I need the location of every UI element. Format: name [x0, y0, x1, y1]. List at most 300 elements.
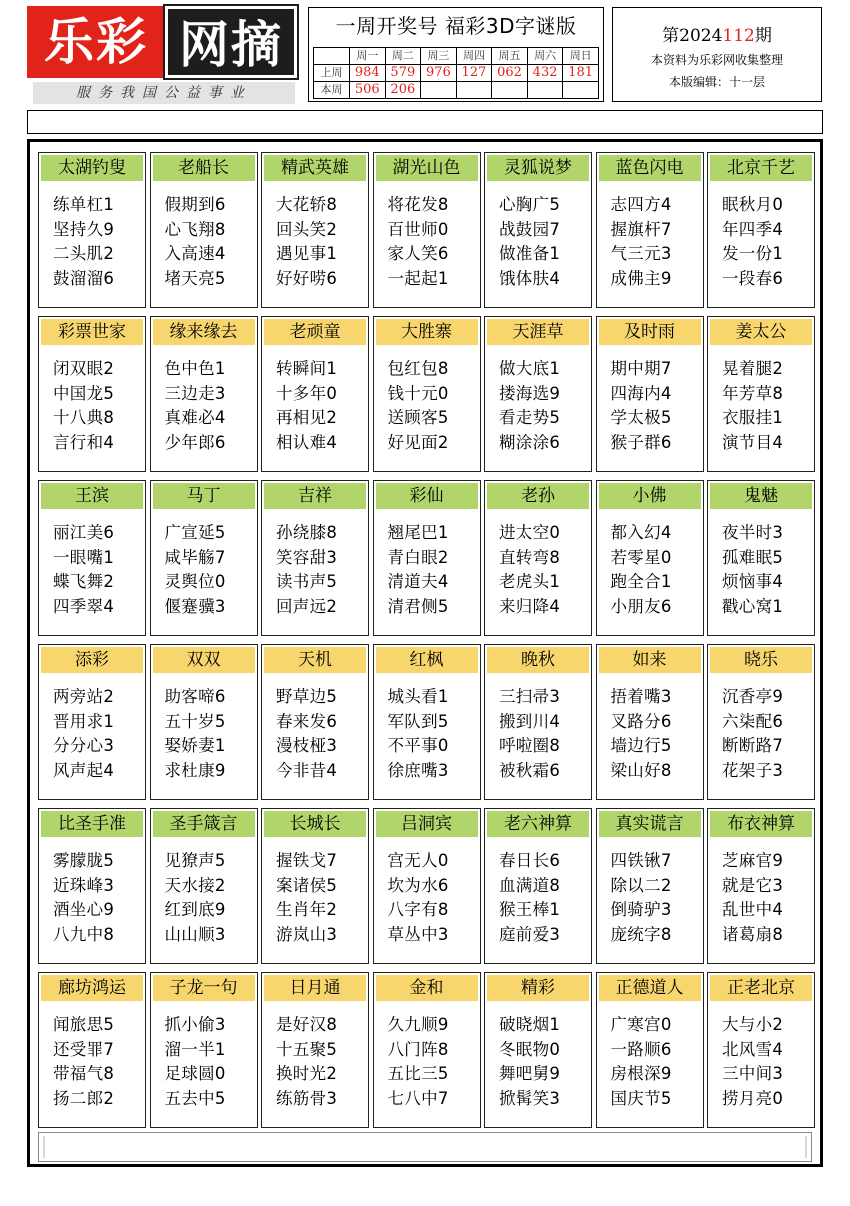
riddle-line: 转瞬间1 [276, 359, 338, 378]
riddle-lines [276, 357, 366, 455]
riddle-line: 言行和4 [53, 432, 115, 452]
riddle-lines [53, 193, 143, 291]
riddle-line: 好见面2 [387, 432, 449, 452]
riddle-cell [484, 972, 592, 1128]
draw-number: 181 [563, 65, 599, 82]
riddle-line: 山山顺3 [164, 924, 226, 944]
riddle-line: 偃蹇骥3 [164, 596, 226, 616]
logo-right-text: 网摘 [165, 6, 297, 78]
riddle-line: 孤难眠5 [722, 547, 784, 567]
riddle-line: 乱世中4 [722, 900, 784, 919]
riddle-line: 搬到川4 [499, 711, 561, 731]
riddle-line: 诸葛扇8 [722, 924, 784, 944]
riddle-cell [261, 972, 369, 1128]
footer-bar [38, 1132, 812, 1162]
riddle-line: 见獠声5 [164, 851, 226, 870]
riddle-lines [388, 849, 478, 947]
riddle-author-name: 日月通 [264, 975, 366, 1001]
riddle-line: 叉路分6 [610, 711, 672, 731]
draw-number [527, 82, 563, 99]
riddle-lines [388, 193, 478, 291]
day-header: 周五 [492, 48, 528, 65]
riddle-lines [388, 685, 478, 783]
row-label: 上周 [314, 65, 350, 82]
riddle-line: 广寒宫0 [610, 1015, 672, 1034]
riddle-line: 两旁站2 [53, 687, 115, 706]
riddle-line: 倒骑驴3 [610, 900, 672, 919]
riddle-line: 就是它3 [722, 875, 784, 895]
riddle-cell [373, 152, 481, 308]
riddle-author-name: 彩票世家 [41, 319, 143, 345]
riddle-line: 做准备1 [499, 244, 561, 263]
riddle-line: 孙绕膝8 [276, 523, 338, 542]
riddle-author-name: 鬼魅 [710, 483, 812, 509]
riddle-lines [611, 193, 701, 291]
riddle-lines [53, 849, 143, 947]
riddle-author-name: 精彩 [487, 975, 589, 1001]
riddle-lines [499, 849, 589, 947]
riddle-line: 气三元3 [610, 244, 672, 263]
draw-number [456, 82, 492, 99]
riddle-line: 都入幻4 [610, 523, 672, 542]
weekly-draw-header-row [314, 48, 599, 65]
issue-panel [612, 7, 822, 102]
riddle-author-name: 长城长 [264, 811, 366, 837]
riddle-lines [165, 1013, 255, 1111]
riddle-line: 十五聚5 [276, 1039, 338, 1059]
riddle-line: 心胸广5 [499, 195, 561, 214]
riddle-line: 小朋友6 [610, 596, 672, 616]
riddle-author-name: 圣手箴言 [153, 811, 255, 837]
riddle-author-name: 吉祥 [264, 483, 366, 509]
riddle-author-name: 晓乐 [710, 647, 812, 673]
riddle-cell [707, 480, 815, 636]
issue-number-value: 112 [722, 26, 755, 46]
riddle-line: 冬眠物0 [499, 1039, 561, 1059]
riddle-author-name: 马丁 [153, 483, 255, 509]
riddle-line: 助客啼6 [164, 687, 226, 706]
riddle-line: 五比三5 [387, 1064, 449, 1083]
riddle-lines [165, 521, 255, 619]
riddle-line: 家人笑6 [387, 244, 449, 263]
riddle-line: 眠秋月0 [722, 195, 784, 214]
riddle-cell [707, 972, 815, 1128]
row-label: 本周 [314, 82, 350, 99]
riddle-lines [611, 685, 701, 783]
riddle-lines [276, 521, 366, 619]
draw-number: 062 [492, 65, 528, 82]
day-header: 周四 [456, 48, 492, 65]
riddle-line: 糊涂涂6 [499, 432, 561, 452]
riddle-author-name: 双双 [153, 647, 255, 673]
day-header: 周三 [421, 48, 457, 65]
riddle-line: 四铁锹7 [610, 851, 672, 870]
riddle-line: 好好唠6 [276, 268, 338, 288]
riddle-author-name: 太湖钓叟 [41, 155, 143, 181]
riddle-line: 送顾客5 [387, 408, 449, 427]
riddle-line: 带福气8 [53, 1064, 115, 1083]
riddle-lines [165, 685, 255, 783]
riddle-line: 练单杠1 [53, 195, 115, 214]
draw-number: 206 [385, 82, 421, 99]
riddle-line: 舞吧舅9 [499, 1064, 561, 1083]
riddle-line: 五去中5 [164, 1088, 226, 1108]
riddle-author-name: 老孙 [487, 483, 589, 509]
riddle-line: 一段春6 [722, 268, 784, 288]
riddle-line: 志四方4 [610, 195, 672, 214]
day-header: 周六 [527, 48, 563, 65]
riddle-line: 读书声5 [276, 572, 338, 591]
draw-number: 506 [350, 82, 386, 99]
day-header: 周日 [563, 48, 599, 65]
riddle-line: 呼啦圈8 [499, 736, 561, 755]
riddle-line: 还受罪7 [53, 1039, 115, 1059]
riddle-cell [484, 152, 592, 308]
riddle-author-name: 大胜寨 [376, 319, 478, 345]
riddle-cell [38, 480, 146, 636]
riddle-cell [484, 808, 592, 964]
riddle-line: 游岚山3 [276, 924, 338, 944]
riddle-cell [38, 972, 146, 1128]
riddle-author-name: 王滨 [41, 483, 143, 509]
logo-slogan: 服务我国公益事业 [33, 82, 295, 104]
riddle-author-name: 子龙一句 [153, 975, 255, 1001]
riddle-cell [261, 808, 369, 964]
riddle-line: 年芳草8 [722, 383, 784, 403]
riddle-line: 大与小2 [722, 1015, 784, 1034]
riddle-cell [150, 316, 258, 472]
riddle-line: 捂着嘴3 [610, 687, 672, 706]
riddle-line: 七八中7 [387, 1088, 449, 1108]
riddle-line: 血满道8 [499, 875, 561, 895]
riddle-line: 一路顺6 [610, 1039, 672, 1059]
riddle-line: 近珠峰3 [53, 875, 115, 895]
riddle-line: 笑容甜3 [276, 547, 338, 567]
riddle-line: 除以二2 [610, 875, 672, 895]
riddle-lines [165, 357, 255, 455]
riddle-line: 做大底1 [499, 359, 561, 378]
riddle-line: 求杜康9 [164, 760, 226, 780]
riddle-line: 遇见事1 [276, 244, 338, 263]
riddle-lines [276, 1013, 366, 1111]
riddle-line: 衣服挂1 [722, 408, 784, 427]
riddle-line: 将花发8 [387, 195, 449, 214]
riddle-cell [484, 480, 592, 636]
riddle-line: 掀髯笑3 [499, 1088, 561, 1108]
riddle-lines [499, 193, 589, 291]
riddle-line: 三中间3 [722, 1064, 784, 1083]
riddle-line: 发一份1 [722, 244, 784, 263]
riddle-line: 丽江美6 [53, 523, 115, 542]
riddle-line: 天水接2 [164, 875, 226, 895]
riddle-author-name: 天机 [264, 647, 366, 673]
riddle-lines [722, 849, 812, 947]
riddle-line: 猴王棒1 [499, 900, 561, 919]
riddle-line: 溜一半1 [164, 1039, 226, 1059]
draw-number: 127 [456, 65, 492, 82]
riddle-cell [596, 972, 704, 1128]
riddle-line: 闻旅思5 [53, 1015, 115, 1034]
riddle-cell [150, 152, 258, 308]
riddle-cell [38, 808, 146, 964]
riddle-line: 握铁戈7 [276, 851, 338, 870]
riddle-line: 足球圆0 [164, 1064, 226, 1083]
riddle-line: 清道夫4 [387, 572, 449, 591]
riddle-line: 沉香亭9 [722, 687, 784, 706]
riddle-author-name: 真实谎言 [599, 811, 701, 837]
riddle-lines [388, 521, 478, 619]
issue-number [613, 24, 821, 48]
riddle-cell [261, 480, 369, 636]
riddle-line: 案诸侯5 [276, 875, 338, 895]
riddle-author-name: 吕洞宾 [376, 811, 478, 837]
riddle-line: 国庆节5 [610, 1088, 672, 1108]
riddle-line: 野草边5 [276, 687, 338, 706]
riddle-line: 相认难4 [276, 432, 338, 452]
weekly-draw-table [313, 47, 599, 99]
riddle-line: 入高速4 [164, 244, 226, 263]
riddle-author-name: 缘来缘去 [153, 319, 255, 345]
riddle-lines [53, 685, 143, 783]
riddle-author-name: 正德道人 [599, 975, 701, 1001]
riddle-line: 灵舆位0 [164, 572, 226, 591]
draw-number: 976 [421, 65, 457, 82]
riddle-line: 漫枝桠3 [276, 736, 338, 755]
riddle-line: 翘尾巴1 [387, 523, 449, 542]
riddle-line: 春来发6 [276, 711, 338, 731]
riddle-author-name: 彩仙 [376, 483, 478, 509]
riddle-line: 八字有8 [387, 900, 449, 919]
riddle-line: 真难必4 [164, 408, 226, 427]
this-week-row [314, 82, 599, 99]
riddle-author-name: 比圣手准 [41, 811, 143, 837]
riddle-lines [722, 685, 812, 783]
riddle-line: 百世师0 [387, 219, 449, 239]
riddle-line: 学太极5 [610, 408, 672, 427]
riddle-lines [276, 193, 366, 291]
issue-suffix: 期 [754, 26, 772, 46]
riddle-lines [611, 1013, 701, 1111]
riddle-lines [499, 521, 589, 619]
riddle-line: 坎为水6 [387, 875, 449, 895]
riddle-line: 跑全合1 [610, 572, 672, 591]
draw-number: 579 [385, 65, 421, 82]
riddle-cell [38, 152, 146, 308]
riddle-line: 破晓烟1 [499, 1015, 561, 1034]
riddle-line: 八门阵8 [387, 1039, 449, 1059]
riddle-cell [150, 644, 258, 800]
riddle-line: 晃着腿2 [722, 359, 784, 378]
riddle-cell [38, 644, 146, 800]
riddle-line: 北风雪4 [722, 1039, 784, 1059]
riddle-line: 成佛主9 [610, 268, 672, 288]
riddle-line: 来归降4 [499, 596, 561, 616]
riddle-line: 六柒配6 [722, 711, 784, 731]
riddle-lines [388, 357, 478, 455]
riddle-lines [611, 521, 701, 619]
riddle-line: 雾朦胧5 [53, 851, 115, 870]
riddle-line: 烦恼事4 [722, 572, 784, 591]
riddle-line: 心飞翔8 [164, 219, 226, 239]
riddle-line: 堵天亮5 [164, 268, 226, 288]
riddle-cell [707, 316, 815, 472]
riddle-cell [373, 808, 481, 964]
draw-number [563, 82, 599, 99]
blank-banner-bar [27, 110, 823, 134]
riddle-line: 若零星0 [610, 547, 672, 567]
draw-number [492, 82, 528, 99]
draw-number: 432 [527, 65, 563, 82]
riddle-line: 是好汉8 [276, 1015, 338, 1034]
riddle-line: 梁山好8 [610, 760, 672, 780]
riddle-line: 捞月亮0 [722, 1088, 784, 1108]
riddle-line: 风声起4 [53, 760, 115, 780]
riddle-line: 春日长6 [499, 851, 561, 870]
riddle-author-name: 如来 [599, 647, 701, 673]
riddle-line: 假期到6 [164, 195, 226, 214]
weekly-draw-panel [308, 7, 604, 102]
riddle-line: 一起起1 [387, 268, 449, 288]
riddle-author-name: 小佛 [599, 483, 701, 509]
riddle-line: 期中期7 [610, 359, 672, 378]
riddle-cell [596, 808, 704, 964]
riddle-author-name: 蓝色闪电 [599, 155, 701, 181]
riddle-author-name: 正老北京 [710, 975, 812, 1001]
riddle-author-name: 添彩 [41, 647, 143, 673]
riddle-line: 广宣延5 [164, 523, 226, 542]
riddle-author-name: 金和 [376, 975, 478, 1001]
riddle-author-name: 湖光山色 [376, 155, 478, 181]
riddle-grid-frame [27, 139, 823, 1167]
riddle-line: 久九顺9 [387, 1015, 449, 1034]
riddle-line: 咸毕觞7 [164, 547, 226, 567]
riddle-lines [722, 1013, 812, 1111]
riddle-cell [373, 972, 481, 1128]
riddle-line: 饿体肤4 [499, 268, 561, 288]
riddle-line: 一眼嘴1 [53, 547, 115, 567]
riddle-lines [53, 521, 143, 619]
riddle-line: 晋用求1 [53, 711, 115, 731]
riddle-line: 钱十元0 [387, 383, 449, 403]
riddle-line: 蝶飞舞2 [53, 572, 115, 591]
riddle-line: 房根深9 [610, 1064, 672, 1083]
riddle-line: 花架子3 [722, 760, 784, 780]
riddle-author-name: 北京千艺 [710, 155, 812, 181]
riddle-line: 进太空0 [499, 523, 561, 542]
riddle-line: 徐庶嘴3 [387, 760, 449, 780]
riddle-line: 直转弯8 [499, 547, 561, 567]
riddle-cell [373, 480, 481, 636]
riddle-line: 二头肌2 [53, 244, 115, 263]
riddle-line: 抓小偷3 [164, 1015, 226, 1034]
logo-left-text: 乐彩 [27, 6, 165, 78]
riddle-lines [499, 685, 589, 783]
riddle-line: 庞统字8 [610, 924, 672, 944]
riddle-line: 生肖年2 [276, 900, 338, 919]
riddle-line: 老虎头1 [499, 572, 561, 591]
riddle-lines [611, 357, 701, 455]
riddle-line: 庭前爱3 [499, 924, 561, 944]
riddle-author-name: 天涯草 [487, 319, 589, 345]
riddle-cell [484, 644, 592, 800]
riddle-cell [150, 808, 258, 964]
riddle-line: 墙边行5 [610, 736, 672, 755]
riddle-line: 八九中8 [53, 924, 115, 944]
issue-prefix: 第2024 [662, 26, 723, 46]
riddle-author-name: 布衣神算 [710, 811, 812, 837]
riddle-author-name: 灵狐说梦 [487, 155, 589, 181]
riddle-line: 年四季4 [722, 219, 784, 239]
riddle-line: 猴子群6 [610, 432, 672, 452]
riddle-line: 闭双眼2 [53, 359, 115, 378]
riddle-line: 搂海选9 [499, 383, 561, 403]
footer-bar-inner [45, 1136, 805, 1158]
riddle-line: 五十岁5 [164, 711, 226, 731]
riddle-lines [53, 1013, 143, 1111]
riddle-line: 红到底9 [164, 900, 226, 919]
riddle-cell [707, 644, 815, 800]
riddle-cell [596, 316, 704, 472]
riddle-author-name: 及时雨 [599, 319, 701, 345]
riddle-line: 戳心窝1 [722, 596, 784, 616]
riddle-cell [596, 644, 704, 800]
riddle-line: 被秋霜6 [499, 760, 561, 780]
riddle-line: 三扫帚3 [499, 687, 561, 706]
riddle-lines [499, 357, 589, 455]
riddle-line: 大花轿8 [276, 195, 338, 214]
riddle-cell [707, 808, 815, 964]
riddle-line: 四海内4 [610, 383, 672, 403]
riddle-line: 回声远2 [276, 596, 338, 616]
riddle-line: 演节目4 [722, 432, 784, 452]
riddle-author-name: 老船长 [153, 155, 255, 181]
riddle-cell [484, 316, 592, 472]
riddle-line: 中国龙5 [53, 383, 115, 403]
riddle-line: 分分心3 [53, 736, 115, 755]
riddle-author-name: 晚秋 [487, 647, 589, 673]
riddle-cell [261, 644, 369, 800]
riddle-lines [388, 1013, 478, 1111]
riddle-line: 少年郎6 [164, 432, 226, 452]
day-header: 周二 [385, 48, 421, 65]
riddle-line: 断断路7 [722, 736, 784, 755]
riddle-cell [596, 152, 704, 308]
source-note: 本资料为乐彩网收集整理 [650, 53, 783, 67]
riddle-lines [276, 685, 366, 783]
riddle-line: 宫无人0 [387, 851, 449, 870]
riddle-cell [373, 316, 481, 472]
corner-cell [314, 48, 350, 65]
riddle-cell [373, 644, 481, 800]
riddle-line: 色中色1 [164, 359, 226, 378]
riddle-author-name: 老六神算 [487, 811, 589, 837]
riddle-lines [611, 849, 701, 947]
draw-number: 984 [350, 65, 386, 82]
riddle-cell [596, 480, 704, 636]
riddle-lines [276, 849, 366, 947]
riddle-line: 草丛中3 [387, 924, 449, 944]
riddle-lines [165, 193, 255, 291]
riddle-line: 再相见2 [276, 408, 338, 427]
riddle-lines [722, 193, 812, 291]
riddle-lines [53, 357, 143, 455]
last-week-row [314, 65, 599, 82]
riddle-author-name: 姜太公 [710, 319, 812, 345]
riddle-author-name: 红枫 [376, 647, 478, 673]
riddle-line: 城头看1 [387, 687, 449, 706]
riddle-line: 扬二郎2 [53, 1088, 115, 1108]
riddle-lines [165, 849, 255, 947]
